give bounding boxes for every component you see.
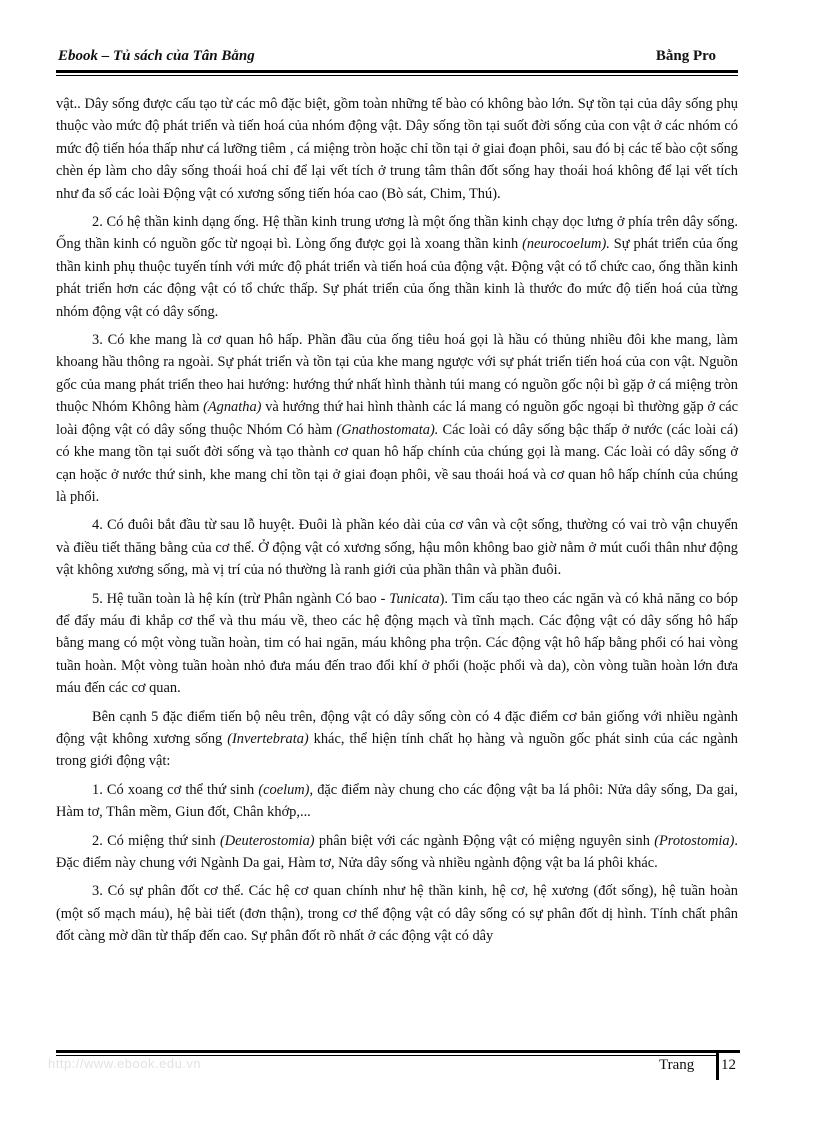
- paragraph-4: 4. Có đuôi bắt đầu từ sau lỗ huyệt. Đuôi là phần kéo dài của cơ vân và cột sống, thường có vai trò vận chuyển và điều tiết thăng bằng của cơ thể. Ở động vật có xương sống, hậu môn không bao giờ nằm ở mút cuối thân như động vật không xương sống, mà vị trí của nó thường là ranh giới của phần thân và phần đuôi.: [56, 517, 738, 579]
- paragraph-8: 2. Có miệng thứ sinh (Deuterostomia) phân biệt với các ngành Động vật có miệng nguyên sinh (Protostomia). Đặc điểm này chung với Ngành Da gai, Hàm tơ, Nửa dây sống và nhiều ngành động vật ba lá phôi khác.: [56, 832, 739, 871]
- paragraph-7: 1. Có xoang cơ thể thứ sinh (coelum), đặc điểm này chung cho các động vật ba lá phôi: Nửa dây sống, Da gai, Hàm tơ, Thân mềm, Giun đốt, Chân khớp,...: [56, 781, 738, 821]
- page-label: Trang: [659, 1057, 695, 1073]
- header-divider: [56, 70, 738, 73]
- footer-divider: [56, 1050, 716, 1053]
- document-body: [56, 93, 738, 948]
- page-number: 12: [721, 1057, 736, 1073]
- paragraph-2: 2. Có hệ thần kinh dạng ống. Hệ thần kinh trung ương là một ống thần kinh chạy dọc lưng ở phía trên dây sống. Ống thần kinh có nguồn gốc từ ngoại bì. Lòng ống được gọi là xoang thần kinh (neurocoelum). Sự phát triển của ống thần kinh phụ thuộc tuyến tính với mức độ phát triển và tiến hoá của động vật. Động vật có tổ chức cao, ống thần kinh phát triển hơn các động vật có tổ chức thấp. Sự phát triển của ống thần kinh là thước đo mức độ tiến hoá của từng nhóm động vật có dây sống.: [56, 214, 738, 320]
- paragraph-9: 3. Có sự phân đốt cơ thể. Các hệ cơ quan chính như hệ thần kinh, hệ cơ, hệ xương (đốt sống), hệ tuần hoàn (một số mạch máu), hệ bài tiết (đơn thận), trong cơ thể động vật có dây sống có sự phân đốt dị hình. Tính chất phân đốt càng mờ dần từ thấp đến cao. Sự phân đốt rõ nhất ở các động vật có dây: [56, 883, 738, 945]
- header-title: Ebook – Tủ sách của Tân Bằng: [58, 48, 255, 64]
- page-header: [56, 48, 738, 70]
- paragraph-3: 3. Có khe mang là cơ quan hô hấp. Phần đầu của ống tiêu hoá gọi là hầu có thủng nhiều đôi khe mang, làm khoang hầu thông ra ngoài. Sự phát triển và tồn tại của khe mang ngược với sự phát triển tiến hoá của con vật. Nguồn gốc của mang phát triển theo hai hướng: hướng thứ nhất hình thành túi mang có nguồn gốc nội bì gặp ở cá miệng tròn thuộc Nhóm Không hàm (Agnatha) và hướng thứ hai hình thành các lá mang có nguồn gốc ngoại bì thường gặp ở các loài động vật có dây sống thuộc Nhóm Có hàm (Gnathostomata). Các loài có dây sống bậc thấp ở nước (các loài cá) có khe mang tồn tại suốt đời sống và tạo thành cơ quan hô hấp chính của chúng gọi là mang. Các loài có dây sống ở cạn hoặc ở nước thứ sinh, khe mang chỉ tồn tại ở giai đoạn phôi, về sau thoái hoá và cơ quan hô hấp chính của chúng là phổi.: [56, 332, 738, 505]
- watermark-url: http://www.ebook.edu.vn: [48, 1056, 202, 1071]
- header-divider-thin: [56, 75, 738, 76]
- paragraph-6: Bên cạnh 5 đặc điểm tiến bộ nêu trên, động vật có dây sống còn có 4 đặc điểm cơ bản giống với nhiều ngành động vật không xương sống (Invertebrata) khác, thể hiện tính chất họ hàng và nguồn gốc phát sinh của các ngành trong giới động vật:: [56, 708, 738, 770]
- paragraph-1: vật.. Dây sống được cấu tạo từ các mô đặc biệt, gồm toàn những tế bào có không bào lớn. Sự tồn tại của dây sống phụ thuộc vào mức độ phát triển và tiến hoá của nhóm động vật. Dây sống tồn tại suốt đời sống của con vật ở các nhóm có mức độ tiến hóa thấp như cá lưỡng tiêm , cá miệng tròn hoặc chỉ tồn tại ở giai đoạn phôi, sau đó bị các tế bào cột sống chèn ép làm cho dây sống thoái hoá chỉ để lại vết tích ở trung tâm thân đốt sống hay thoái hoá không để lại vết tích như đa số các loài Động vật có xương sống tiến hóa cao (Bò sát, Chim, Thú).: [56, 96, 738, 202]
- paragraph-5: 5. Hệ tuần toàn là hệ kín (trừ Phân ngành Có bao - Tunicata). Tim cấu tạo theo các ngăn và có khả năng co bóp để đẩy máu đi khắp cơ thể và thu máu về, theo các hệ động mạch và tĩnh mạch. Các động vật có dây sống hô hấp bằng mang có một vòng tuần hoàn, tim có hai ngăn, máu không pha trộn. Các động vật hô hấp bằng phổi có hai vòng tuần hoàn. Một vòng tuần hoàn nhỏ đưa máu đến trao đổi khí ở phổi (hoặc phổi và da), còn vòng tuần hoàn lớn đưa máu đến các cơ quan.: [56, 590, 738, 697]
- header-author: Bằng Pro: [655, 48, 716, 64]
